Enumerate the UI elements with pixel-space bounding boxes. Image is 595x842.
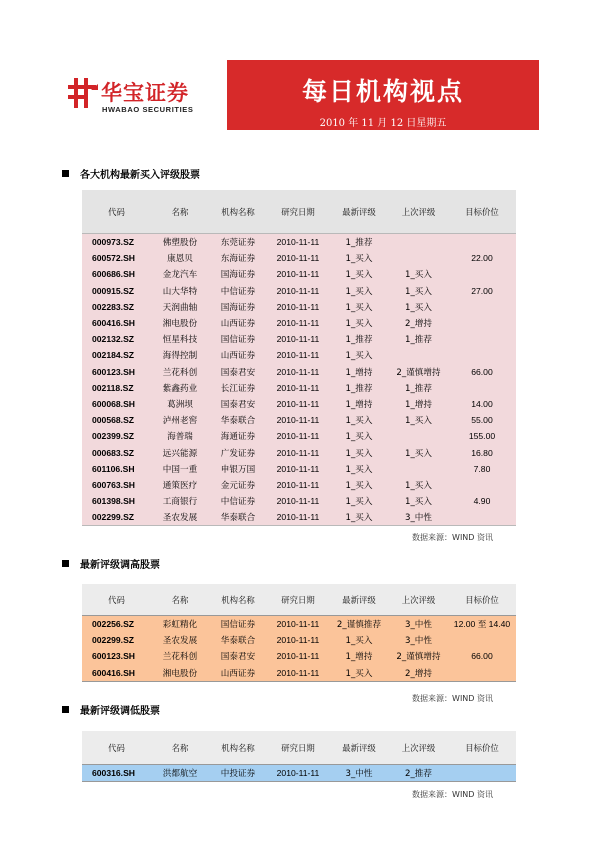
column-header-research-date: 研究日期 [281,742,315,753]
research-date-cell: 2010-11-11 [276,635,320,646]
data-source-note: 数据来源：WIND 资讯 [412,533,493,542]
section-downgrades-title: 最新评级调低股票 [62,702,160,717]
target-price-cell [448,347,516,363]
target-price-cell: 16.80 [471,447,493,458]
target-price-cell: 12.00 至 14.40 [453,619,511,630]
column-header-stock-code: 代码 [108,594,125,605]
institution-cell: 国信证券 [220,620,256,631]
target-price-cell: 7.80 [473,463,491,474]
stock-name-cell: 洪都航空 [162,769,198,780]
target-price-cell: 66.00 [471,366,493,377]
research-date-cell: 2010-11-11 [276,237,320,248]
report-banner [227,60,539,130]
latest-rating-cell: 1_增持 [345,652,373,663]
research-date-cell: 2010-11-11 [276,382,320,393]
previous-rating-cell: 3_中性 [405,636,432,647]
stock-code-cell: 600763.SH [92,479,136,490]
table-row [82,412,516,428]
previous-rating-cell: 2_增持 [405,319,432,330]
research-date-cell: 2010-11-11 [276,651,320,662]
column-header-institution: 机构名称 [221,594,255,605]
target-price-cell [448,509,516,526]
institution-cell: 国信证券 [220,335,256,346]
previous-rating-cell: 1_买入 [405,286,432,297]
previous-rating-cell: 1_买入 [405,416,432,427]
research-date-cell: 2010-11-11 [276,415,320,426]
previous-rating-cell: 1_买入 [405,302,432,313]
column-header-latest-rating: 最新评级 [342,206,376,217]
table-row [82,493,516,509]
table-row [82,299,516,315]
institution-cell: 中信证券 [220,497,256,508]
research-date-cell: 2010-11-11 [276,398,320,409]
research-date-cell: 2010-11-11 [276,301,320,312]
latest-rating-cell: 1_买入 [345,432,373,443]
column-header-target-price: 目标价位 [465,206,499,217]
logo-chinese-text: 华宝证券 [101,81,189,105]
column-header-institution: 机构名称 [221,742,255,753]
stock-name-cell: 恒星科技 [162,335,198,346]
target-price-cell: 22.00 [471,253,493,264]
previous-rating-cell [389,461,448,477]
previous-rating-cell [389,347,448,363]
previous-rating-cell: 2_谨慎增持 [396,652,441,663]
institution-cell: 山西证券 [220,351,256,362]
stock-code-cell: 600316.SH [92,768,136,779]
buy-ratings-table [82,190,516,526]
stock-code-cell: 600686.SH [92,269,136,280]
stock-code-cell: 000915.SZ [92,285,135,296]
target-price-cell [448,266,516,282]
stock-code-cell: 000568.SZ [92,415,135,426]
institution-cell: 长江证券 [220,383,256,394]
column-header-stock-code: 代码 [108,206,125,217]
table-row [82,765,516,782]
stock-name-cell: 圣农发展 [162,513,198,524]
upgrades-table [82,584,516,682]
target-price-cell [448,234,516,251]
previous-rating-cell [389,428,448,444]
column-header-target-price: 目标价位 [465,742,499,753]
latest-rating-cell: 1_买入 [345,497,373,508]
previous-rating-cell [389,250,448,266]
stock-code-cell: 002256.SZ [92,619,135,630]
report-title: 每日机构视点 [301,77,464,106]
latest-rating-cell: 1_增持 [345,367,373,378]
target-price-cell: 55.00 [471,415,493,426]
previous-rating-cell: 1_买入 [405,480,432,491]
section-buy-ratings-title: 各大机构最新买入评级股票 [62,166,200,181]
research-date-cell: 2010-11-11 [276,253,320,264]
stock-name-cell: 远兴能源 [162,448,198,459]
stock-code-cell: 000973.SZ [92,237,135,248]
research-date-cell: 2010-11-11 [276,479,320,490]
target-price-cell: 27.00 [471,285,493,296]
report-date: 2010 年 11 月 12 日星期五 [319,118,447,129]
stock-name-cell: 工商银行 [162,497,198,508]
stock-name-cell: 彩虹精化 [162,620,198,631]
target-price-cell [448,477,516,493]
previous-rating-cell: 1_买入 [405,448,432,459]
square-bullet-icon [62,170,69,177]
stock-name-cell: 海普瑞 [167,432,193,443]
column-header-research-date: 研究日期 [281,206,315,217]
data-source-note: 数据来源：WIND 资讯 [412,790,493,799]
stock-code-cell: 600068.SH [92,398,136,409]
table-row [82,250,516,266]
stock-code-cell: 600416.SH [92,318,136,329]
column-header-previous-rating: 上次评级 [401,594,436,605]
latest-rating-cell: 1_买入 [345,351,373,362]
latest-rating-cell: 3_中性 [345,769,373,780]
stock-name-cell: 康恩贝 [167,254,193,265]
previous-rating-cell: 3_中性 [405,513,432,524]
target-price-cell: 14.00 [471,398,493,409]
latest-rating-cell: 1_买入 [345,286,373,297]
stock-name-cell: 兰花科创 [162,652,198,663]
stock-code-cell: 002283.SZ [92,301,135,312]
section-upgrades-title: 最新评级调高股票 [62,556,160,571]
stock-code-cell: 600572.SH [92,253,136,264]
target-price-cell: 66.00 [471,651,493,662]
previous-rating-cell: 3_中性 [405,620,432,631]
institution-cell: 国海证券 [220,302,256,313]
research-date-cell: 2010-11-11 [276,496,320,507]
table-header-row [82,190,516,234]
stock-name-cell: 葛洲坝 [167,399,193,410]
latest-rating-cell: 1_买入 [345,480,373,491]
stock-name-cell: 佛塑股份 [162,238,198,249]
previous-rating-cell [389,234,448,251]
square-bullet-icon [62,706,69,713]
institution-cell: 山西证券 [220,319,256,330]
column-header-stock-name: 名称 [171,742,189,753]
table-row [82,347,516,363]
column-header-latest-rating: 最新评级 [342,594,376,605]
stock-name-cell: 金龙汽车 [162,270,198,281]
data-source-note: 数据来源：WIND 资讯 [412,694,493,703]
stock-name-cell: 湘电股份 [162,668,198,679]
stock-name-cell: 通策医疗 [162,480,198,491]
previous-rating-cell: 1_买入 [405,270,432,281]
stock-code-cell: 600123.SH [92,651,136,662]
latest-rating-cell: 1_买入 [345,254,373,265]
column-header-previous-rating: 上次评级 [401,206,436,217]
stock-code-cell: 002299.SZ [92,635,135,646]
table-row [82,396,516,412]
research-date-cell: 2010-11-11 [276,431,320,442]
column-header-research-date: 研究日期 [281,594,315,605]
target-price-cell [448,380,516,396]
previous-rating-cell: 1_推荐 [405,383,432,394]
table-row [82,428,516,444]
stock-code-cell: 601106.SH [92,463,135,474]
stock-name-cell: 海得控制 [162,351,198,362]
institution-cell: 中投证券 [220,769,256,780]
stock-code-cell: 002132.SZ [92,334,135,345]
latest-rating-cell: 1_推荐 [345,335,373,346]
institution-cell: 海通证券 [220,432,256,443]
table-row [82,509,516,526]
stock-name-cell: 兰花科创 [162,367,198,378]
target-price-cell [448,765,516,782]
research-date-cell: 2010-11-11 [276,619,320,630]
table-row [82,461,516,477]
institution-cell: 金元证券 [220,480,256,491]
target-price-cell [448,299,516,315]
column-header-stock-name: 名称 [171,594,189,605]
stock-code-cell: 601398.SH [92,496,136,507]
previous-rating-cell: 2_推荐 [405,769,432,780]
table-row [82,616,516,633]
stock-code-cell: 002118.SZ [92,382,134,393]
stock-code-cell: 000683.SZ [92,447,135,458]
institution-cell: 东海证券 [220,254,256,265]
table-row [82,331,516,347]
institution-cell: 申银万国 [220,464,256,475]
table-row [82,477,516,493]
target-price-cell: 4.90 [473,496,491,507]
research-date-cell: 2010-11-11 [276,269,320,280]
table-row [82,632,516,648]
latest-rating-cell: 1_买入 [345,636,373,647]
institution-cell: 广发证券 [220,448,256,459]
column-header-target-price: 目标价位 [465,594,499,605]
target-price-cell [448,632,516,648]
hwabao-logo-icon [67,76,99,110]
target-price-cell [448,315,516,331]
stock-code-cell: 002184.SZ [92,350,135,361]
latest-rating-cell: 1_买入 [345,513,373,524]
previous-rating-cell: 1_买入 [405,497,432,508]
company-logo [57,62,217,124]
stock-name-cell: 山大华特 [162,286,198,297]
latest-rating-cell: 1_买入 [345,668,373,679]
latest-rating-cell: 1_买入 [345,302,373,313]
logo-english-text: HWABAO SECURITIES [102,105,194,114]
institution-cell: 东莞证券 [220,238,256,249]
research-date-cell: 2010-11-11 [276,768,320,779]
research-date-cell: 2010-11-11 [276,447,320,458]
previous-rating-cell: 2_增持 [405,668,432,679]
table-row [82,648,516,664]
latest-rating-cell: 1_买入 [345,270,373,281]
stock-name-cell: 紫鑫药业 [162,383,198,394]
research-date-cell: 2010-11-11 [276,512,320,523]
institution-cell: 山西证券 [220,668,256,679]
table-row [82,380,516,396]
target-price-cell: 155.00 [468,431,496,442]
column-header-latest-rating: 最新评级 [342,742,376,753]
table-row [82,665,516,682]
institution-cell: 华泰联合 [220,636,256,647]
square-bullet-icon [62,560,69,567]
research-date-cell: 2010-11-11 [276,318,320,329]
stock-name-cell: 湘电股份 [162,319,198,330]
research-date-cell: 2010-11-11 [276,350,320,361]
column-header-institution: 机构名称 [221,206,255,217]
institution-cell: 国泰君安 [220,652,256,663]
stock-name-cell: 泸州老窖 [162,416,198,427]
target-price-cell [448,665,516,682]
table-row [82,266,516,282]
latest-rating-cell: 1_推荐 [345,383,373,394]
column-header-previous-rating: 上次评级 [401,742,436,753]
stock-code-cell: 002399.SZ [92,431,135,442]
institution-cell: 华泰联合 [220,416,256,427]
institution-cell: 华泰联合 [220,513,256,524]
table-row [82,315,516,331]
institution-cell: 中信证券 [220,286,256,297]
research-date-cell: 2010-11-11 [276,334,320,345]
research-date-cell: 2010-11-11 [276,285,320,296]
stock-name-cell: 圣农发展 [162,636,198,647]
latest-rating-cell: 2_谨慎推荐 [336,620,382,631]
table-header-row [82,731,516,765]
stock-name-cell: 中国一重 [162,464,198,475]
institution-cell: 国海证券 [220,270,256,281]
stock-code-cell: 600123.SH [92,366,136,377]
previous-rating-cell: 1_推荐 [405,335,432,346]
table-row [82,364,516,380]
research-date-cell: 2010-11-11 [276,463,320,474]
column-header-stock-name: 名称 [171,206,189,217]
research-date-cell: 2010-11-11 [276,667,320,678]
previous-rating-cell: 1_增持 [405,399,432,410]
previous-rating-cell: 2_谨慎增持 [396,367,441,378]
table-row [82,234,516,251]
latest-rating-cell: 1_买入 [345,319,373,330]
latest-rating-cell: 1_买入 [345,464,373,475]
latest-rating-cell: 1_买入 [345,416,373,427]
table-header-row [82,584,516,616]
institution-cell: 国泰君安 [220,367,256,378]
table-row [82,283,516,299]
latest-rating-cell: 1_推荐 [345,238,373,249]
table-row [82,444,516,460]
research-date-cell: 2010-11-11 [276,366,320,377]
stock-name-cell: 天润曲轴 [162,302,198,313]
latest-rating-cell: 1_买入 [345,448,373,459]
latest-rating-cell: 1_增持 [345,399,373,410]
institution-cell: 国泰君安 [220,399,256,410]
stock-code-cell: 002299.SZ [92,512,135,523]
target-price-cell [448,331,516,347]
column-header-stock-code: 代码 [108,742,125,753]
downgrades-table [82,731,516,782]
stock-code-cell: 600416.SH [92,667,136,678]
